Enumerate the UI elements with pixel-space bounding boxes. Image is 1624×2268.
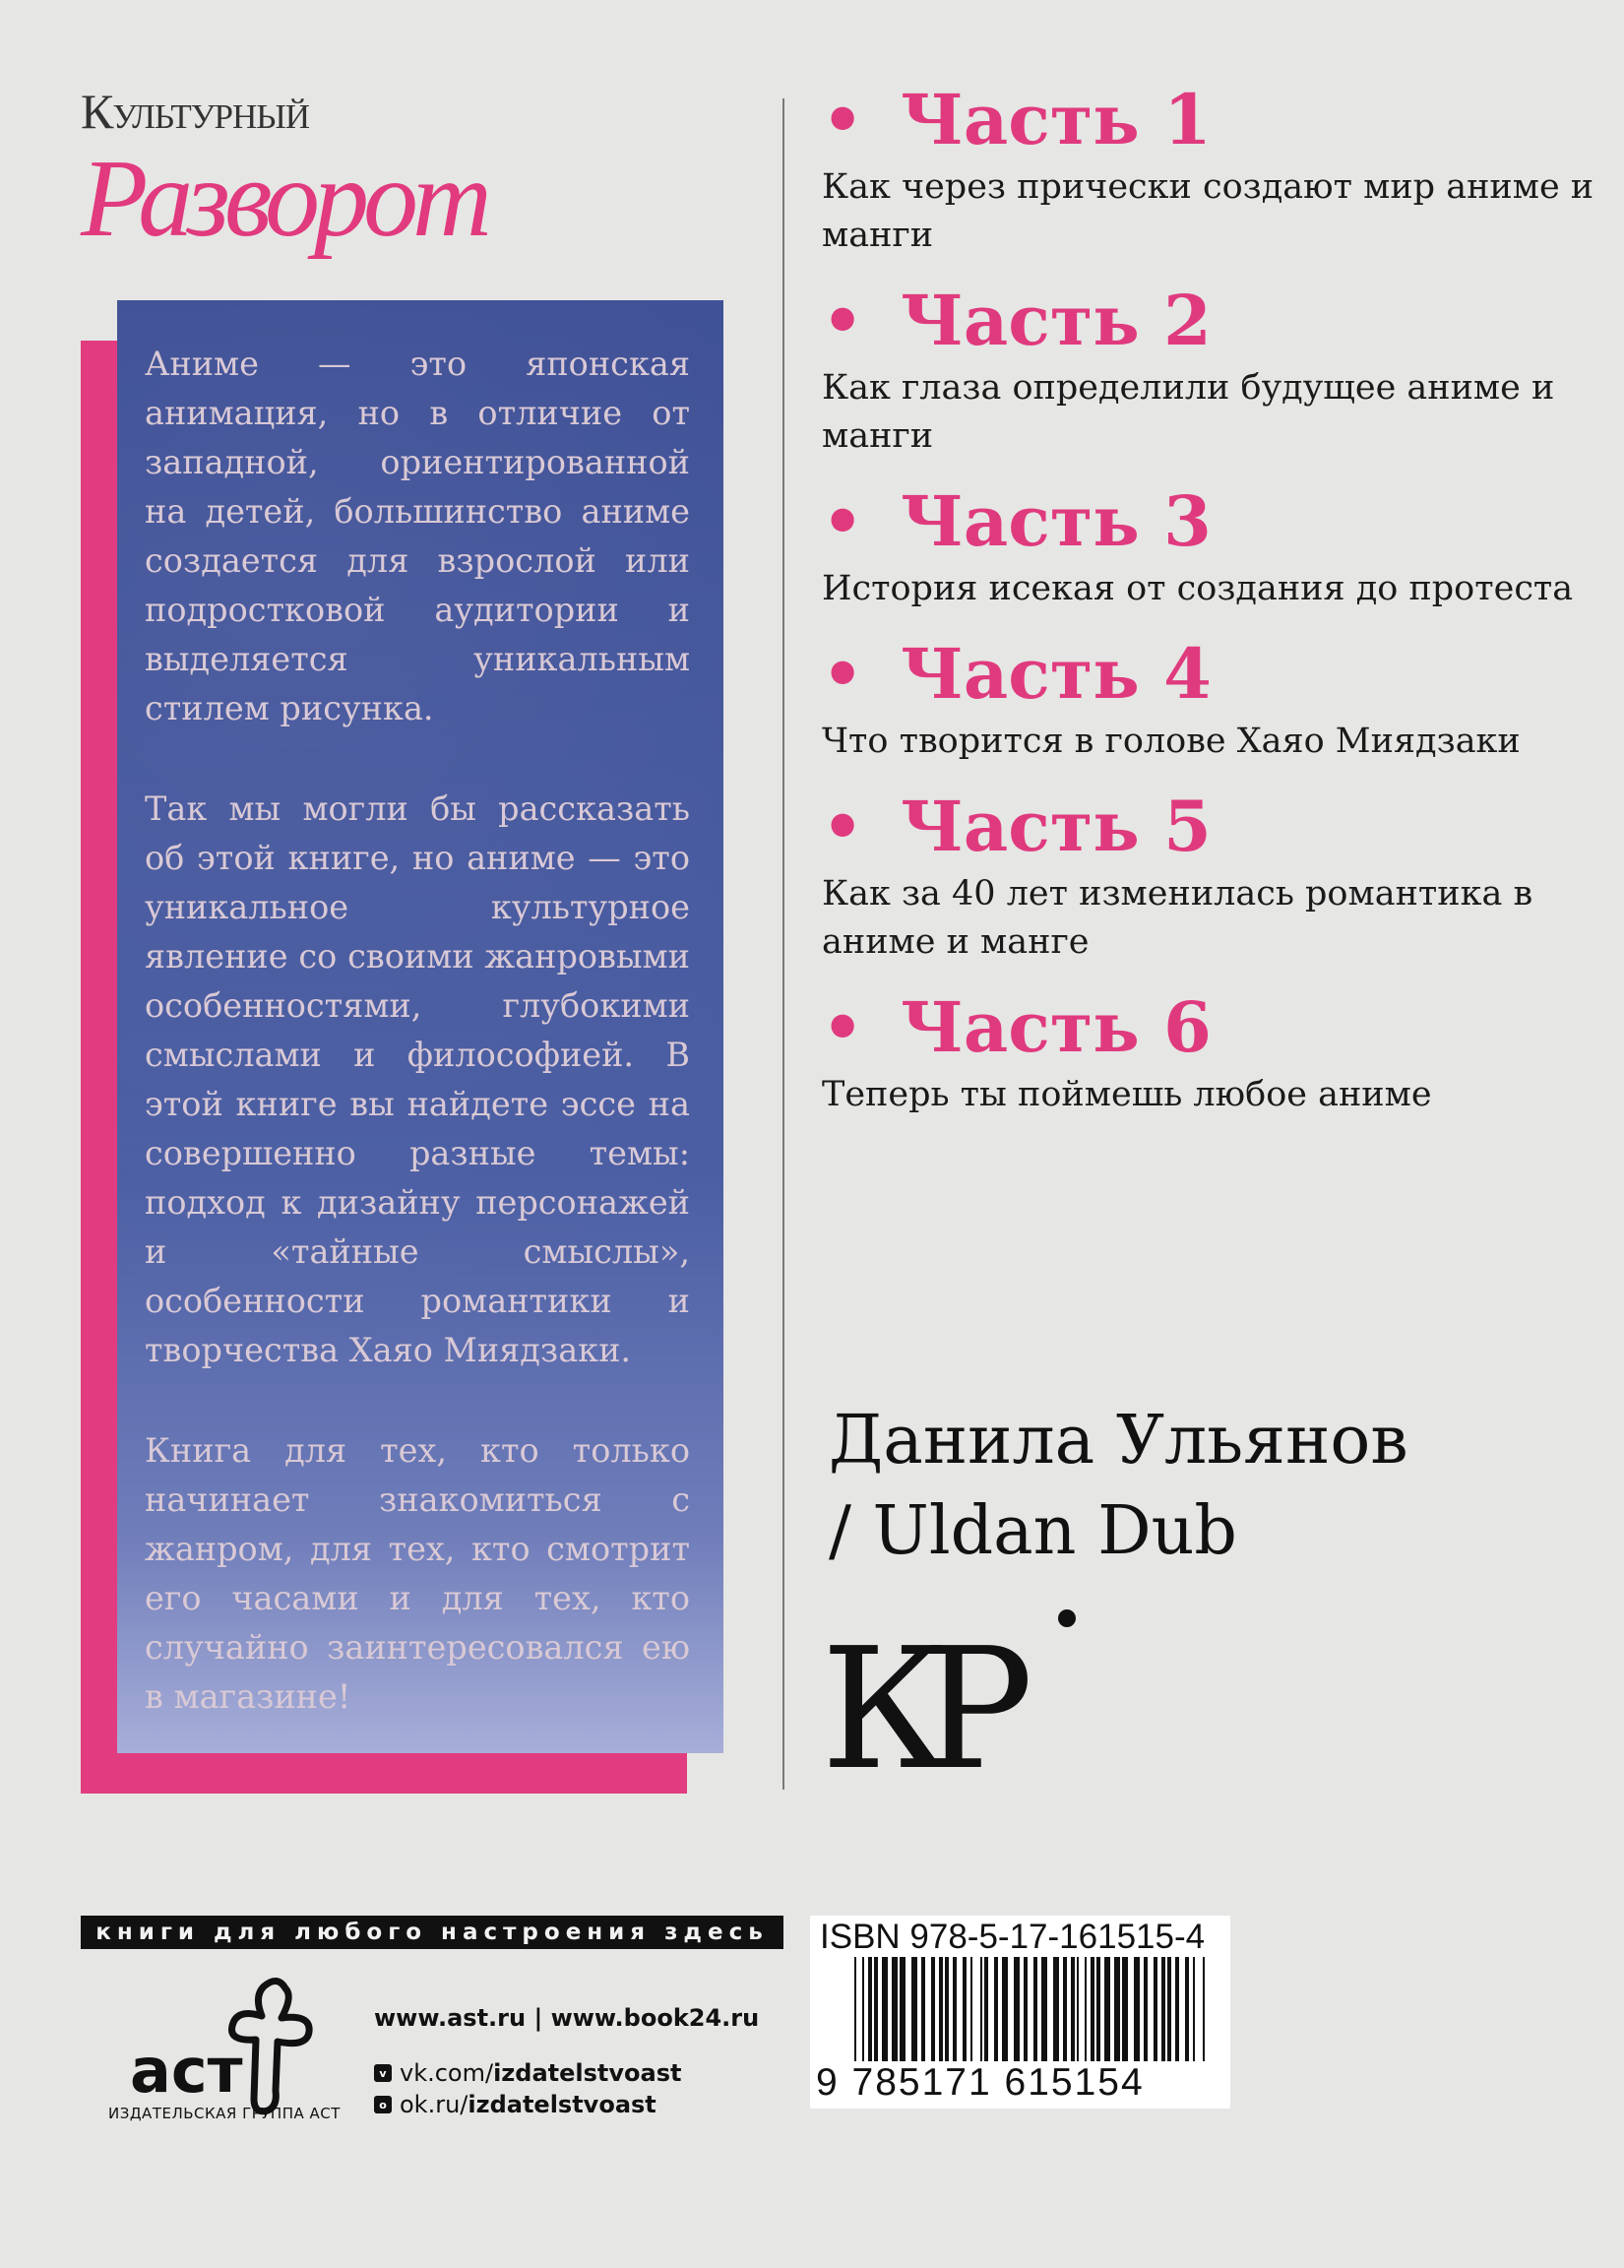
ast-caption: ИЗДАТЕЛЬСКАЯ ГРУППА АСТ	[108, 2105, 341, 2122]
toc-title: Часть 5	[901, 786, 1212, 867]
toc-item-2	[822, 278, 1609, 461]
barcode-bar	[1154, 1957, 1157, 2061]
publisher-links	[374, 2004, 759, 2120]
toc-title: Часть 6	[901, 986, 1212, 1068]
author-name-pseudonym: / Uldan Dub	[829, 1492, 1237, 1570]
barcode-bar	[1161, 1957, 1165, 2061]
vk-link-handle: izdatelstvoast	[493, 2059, 682, 2087]
barcode-bar	[1071, 1957, 1075, 2061]
toc-item-1	[822, 77, 1609, 260]
bullet-icon: •	[822, 82, 864, 158]
barcode-bar	[1002, 1957, 1008, 2061]
ok-link-handle: izdatelstvoast	[468, 2091, 656, 2118]
toc-item-4	[822, 631, 1609, 766]
barcode-bar	[882, 1957, 888, 2061]
barcode-bar	[900, 1957, 906, 2061]
barcode-bar	[1193, 1957, 1195, 2061]
kr-publisher-logo	[821, 1605, 1077, 1782]
barcode-bar	[1104, 1957, 1110, 2061]
barcode-bar	[980, 1957, 982, 2061]
toc-title: Часть 1	[901, 79, 1212, 160]
barcode-bar	[921, 1957, 925, 2061]
barcode-bar	[1114, 1957, 1120, 2061]
vk-icon: v	[374, 2064, 392, 2082]
barcode-bar	[984, 1957, 988, 2061]
blurb-paragraph-3: Книга для тех, кто только начинает знакомиться с жанром, для тех, кто смотрит его часами и для тех, кто случайно заинтересовался ею в магазине!	[145, 1431, 690, 1716]
barcode-bar	[994, 1957, 998, 2061]
kr-logo-dot	[1058, 1609, 1076, 1627]
barcode-bar	[862, 1957, 864, 2061]
bullet-icon: •	[822, 483, 864, 560]
barcode-bar	[945, 1957, 949, 2061]
toc-item-6	[822, 984, 1609, 1119]
barcode-bar	[1063, 1957, 1067, 2061]
toc-title: Часть 2	[901, 280, 1212, 361]
ok-link[interactable]	[374, 2089, 759, 2120]
barcode-bar	[1091, 1957, 1094, 2061]
ok-icon: o	[374, 2096, 392, 2113]
toc-description: Как через прически создают мир аниме и манги	[822, 167, 1594, 255]
barcode-bar	[1122, 1957, 1128, 2061]
blurb-paragraph-1: Аниме — это японская анимация, но в отличие от западной, ориентированной на детей, большинство аниме создается для взрослой или подростковой аудитории и выделяется уникальным стилем рисунка.	[145, 345, 690, 727]
website-links[interactable]: www.ast.ru | www.book24.ru	[374, 2004, 760, 2032]
kr-logo-text: КР	[821, 1612, 1004, 1782]
barcode-bar	[1096, 1957, 1100, 2061]
barcode-digits: 9 785171 615154	[816, 2061, 1145, 2104]
barcode-bar	[1185, 1957, 1189, 2061]
barcode-bar	[868, 1957, 872, 2061]
toc-description: Как глаза определили будущее аниме и манги	[822, 368, 1555, 456]
ok-link-prefix: ok.ru/	[400, 2091, 468, 2118]
barcode-bar	[1167, 1957, 1171, 2061]
blurb-panel	[117, 300, 723, 1753]
barcode-bar	[1033, 1957, 1037, 2061]
barcode-bar	[1077, 1957, 1079, 2061]
barcode-block	[810, 1916, 1230, 2109]
barcode-bar	[1024, 1957, 1028, 2061]
toc-description: Теперь ты поймешь любое аниме	[822, 1075, 1432, 1114]
table-of-contents	[822, 77, 1609, 1137]
toc-title: Часть 4	[901, 633, 1212, 715]
ast-logo-text: аст	[130, 2035, 243, 2107]
toc-title: Часть 3	[901, 480, 1212, 562]
series-title-line2: Разворот	[81, 138, 486, 260]
bullet-icon: •	[822, 989, 864, 1066]
bullet-icon: •	[822, 788, 864, 865]
barcode-bar	[874, 1957, 878, 2061]
toc-description: История исекая от создания до протеста	[822, 569, 1574, 608]
vk-link[interactable]	[374, 2057, 759, 2089]
series-title-line1: Культурный	[81, 84, 310, 139]
barcode-bar	[970, 1957, 972, 2061]
bullet-icon: •	[822, 636, 864, 713]
bullet-icon: •	[822, 283, 864, 359]
barcode-bar	[911, 1957, 917, 2061]
barcode-bar	[854, 1957, 856, 2061]
barcode-bar	[1085, 1957, 1087, 2061]
ast-logo	[108, 1969, 344, 2126]
barcode	[854, 1957, 1209, 2061]
barcode-bar	[953, 1957, 957, 2061]
barcode-bar	[1014, 1957, 1020, 2061]
barcode-bar	[963, 1957, 967, 2061]
barcode-bar	[931, 1957, 935, 2061]
toc-description: Что творится в голове Хаяо Миядзаки	[822, 722, 1521, 761]
tagline-banner: книги для любого настроения здесь	[81, 1916, 783, 1949]
author-name	[829, 1396, 1408, 1577]
barcode-bar	[1134, 1957, 1140, 2061]
barcode-bar	[1144, 1957, 1148, 2061]
toc-item-5	[822, 784, 1609, 967]
toc-description: Как за 40 лет изменилась романтика в аниме и манге	[822, 874, 1533, 962]
blurb-paragraph-2: Так мы могли бы рассказать об этой книге, но аниме — это уникальное культурное явление со своими жанровыми особенностями, глубокими смыслами и философией. В этой книге вы найдете эссе на совершенно разные темы: подход к дизайну персонажей и «тайные смыслы», особенности романтики и творчества Хаяо Миядзаки.	[145, 789, 690, 1369]
barcode-bar	[939, 1957, 943, 2061]
barcode-bar	[1175, 1957, 1179, 2061]
vk-link-prefix: vk.com/	[400, 2059, 494, 2087]
column-divider	[782, 98, 784, 1790]
barcode-bar	[892, 1957, 898, 2061]
toc-item-3	[822, 478, 1609, 613]
isbn-label: ISBN 978-5-17-161515-4	[820, 1918, 1206, 1956]
barcode-bar	[1053, 1957, 1059, 2061]
barcode-bar	[1041, 1957, 1047, 2061]
author-name-ru: Данила Ульянов	[829, 1402, 1408, 1480]
barcode-bar	[1203, 1957, 1205, 2061]
